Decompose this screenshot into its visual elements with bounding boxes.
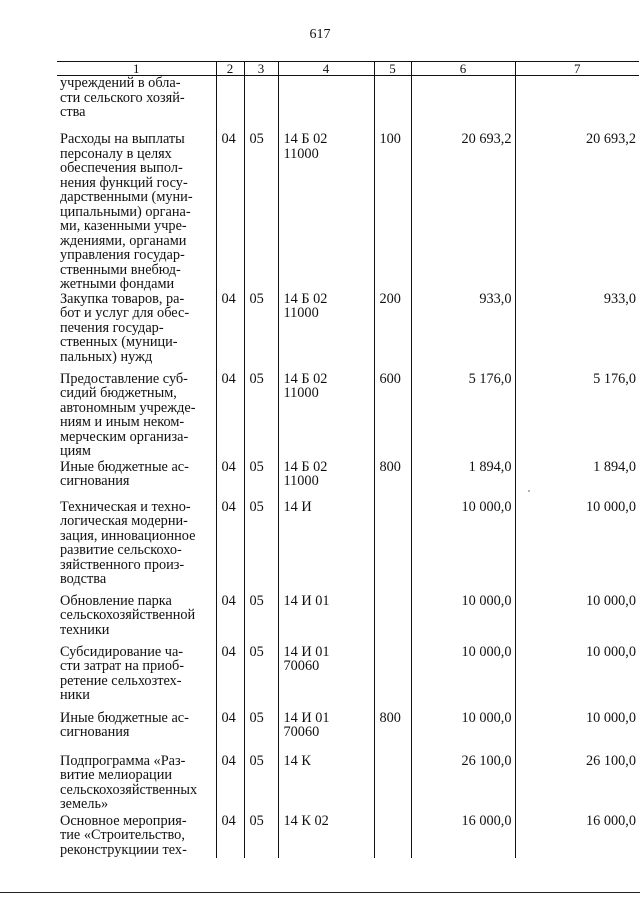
header-col-6: 6 [411, 62, 515, 76]
row-amount-col6: 10 000,0 [411, 594, 515, 645]
table-body [57, 76, 639, 858]
row-expense-type: 800 [374, 460, 411, 500]
row-target-code: 14 Б 02 11000 [278, 132, 374, 292]
row-target-code: 14 И 01 70060 [278, 645, 374, 711]
budget-table-container [57, 61, 639, 858]
row-target-code: 14 И 01 [278, 594, 374, 645]
row-name: Иные бюджетные ас- сигнования [57, 460, 216, 500]
row-section [216, 76, 244, 133]
row-target-code: 14 К 02 [278, 814, 374, 858]
bottom-rule [0, 892, 640, 893]
row-amount-col7: 16 000,0 [515, 814, 639, 858]
row-amount-col7 [515, 76, 639, 133]
row-expense-type [374, 645, 411, 711]
row-amount-col7: 933,0 [515, 292, 639, 372]
row-name: Техническая и техно- логическая модерни- зация, инновационное развитие сельскохо- зяйственного произ- водства [57, 500, 216, 594]
table-row [57, 711, 639, 754]
row-section: 04 [216, 594, 244, 645]
row-amount-col7: 10 000,0 [515, 645, 639, 711]
row-name: Расходы на выплаты персоналу в целях обеспечения выпол- нения функций госу- дарственными (муни- ципальными) органа- ми, казенными учре- ждениями, органами управления государ- ственными внебюд- жетными фондами [57, 132, 216, 292]
row-amount-col7: 5 176,0 [515, 372, 639, 460]
row-amount-col6: 10 000,0 [411, 645, 515, 711]
row-amount-col7: 10 000,0 [515, 711, 639, 754]
row-subsection: 05 [244, 372, 278, 460]
row-subsection: 05 [244, 594, 278, 645]
table-row [57, 754, 639, 814]
row-target-code: 14 Б 02 11000 [278, 292, 374, 372]
row-name: Обновление парка сельскохозяйственной техники [57, 594, 216, 645]
row-amount-col7: 20 693,2 [515, 132, 639, 292]
table-row [57, 132, 639, 292]
scan-speck [528, 490, 530, 492]
row-section: 04 [216, 132, 244, 292]
row-subsection: 05 [244, 754, 278, 814]
table-row [57, 372, 639, 460]
row-subsection: 05 [244, 460, 278, 500]
row-target-code: 14 Б 02 11000 [278, 460, 374, 500]
row-subsection [244, 76, 278, 133]
page-number: 617 [309, 27, 331, 42]
row-name: Закупка товаров, ра- бот и услуг для обес- печения государ- ственных (муници- пальных) нужд [57, 292, 216, 372]
row-amount-col7: 10 000,0 [515, 594, 639, 645]
row-amount-col6: 10 000,0 [411, 500, 515, 594]
row-section: 04 [216, 460, 244, 500]
row-section: 04 [216, 372, 244, 460]
header-row [57, 62, 639, 76]
row-expense-type: 200 [374, 292, 411, 372]
row-target-code [278, 76, 374, 133]
row-amount-col7: 10 000,0 [515, 500, 639, 594]
row-expense-type [374, 76, 411, 133]
row-target-code: 14 И 01 70060 [278, 711, 374, 754]
table-row [57, 76, 639, 133]
table-row [57, 500, 639, 594]
row-amount-col6: 1 894,0 [411, 460, 515, 500]
table-row [57, 594, 639, 645]
table-header [57, 62, 639, 76]
header-col-5: 5 [374, 62, 411, 76]
row-amount-col6: 5 176,0 [411, 372, 515, 460]
header-col-2: 2 [216, 62, 244, 76]
row-expense-type [374, 594, 411, 645]
row-amount-col6: 20 693,2 [411, 132, 515, 292]
row-target-code: 14 К [278, 754, 374, 814]
header-col-7: 7 [515, 62, 639, 76]
table-row [57, 645, 639, 711]
row-subsection: 05 [244, 500, 278, 594]
row-subsection: 05 [244, 292, 278, 372]
row-amount-col6: 26 100,0 [411, 754, 515, 814]
row-target-code: 14 Б 02 11000 [278, 372, 374, 460]
row-subsection: 05 [244, 132, 278, 292]
row-section: 04 [216, 645, 244, 711]
row-section: 04 [216, 711, 244, 754]
row-amount-col7: 1 894,0 [515, 460, 639, 500]
budget-table [57, 61, 639, 858]
row-name: Предоставление суб- сидий бюджетным, автономным учрежде- ниям и иным неком- мерческим организа- циям [57, 372, 216, 460]
row-name: Основное мероприя- тие «Строительство, реконструкциии тех- [57, 814, 216, 858]
row-section: 04 [216, 814, 244, 858]
row-expense-type [374, 814, 411, 858]
row-subsection: 05 [244, 645, 278, 711]
row-subsection: 05 [244, 814, 278, 858]
header-col-4: 4 [278, 62, 374, 76]
row-amount-col6: 10 000,0 [411, 711, 515, 754]
row-section: 04 [216, 754, 244, 814]
row-amount-col6: 933,0 [411, 292, 515, 372]
row-name: Подпрограмма «Раз- витие мелиорации сельскохозяйственных земель» [57, 754, 216, 814]
row-target-code: 14 И [278, 500, 374, 594]
table-row [57, 292, 639, 372]
row-subsection: 05 [244, 711, 278, 754]
row-expense-type: 100 [374, 132, 411, 292]
row-amount-col7: 26 100,0 [515, 754, 639, 814]
row-expense-type [374, 500, 411, 594]
row-section: 04 [216, 292, 244, 372]
row-expense-type: 600 [374, 372, 411, 460]
row-name: Субсидирование ча- сти затрат на приоб- ретение сельхозтех- ники [57, 645, 216, 711]
table-row [57, 460, 639, 500]
row-name: Иные бюджетные ас- сигнования [57, 711, 216, 754]
row-section: 04 [216, 500, 244, 594]
table-row [57, 814, 639, 858]
header-col-1: 1 [57, 62, 216, 76]
row-amount-col6: 16 000,0 [411, 814, 515, 858]
row-amount-col6 [411, 76, 515, 133]
row-name: учреждений в обла- сти сельского хозяй- ства [57, 76, 216, 133]
row-expense-type [374, 754, 411, 814]
header-col-3: 3 [244, 62, 278, 76]
row-expense-type: 800 [374, 711, 411, 754]
